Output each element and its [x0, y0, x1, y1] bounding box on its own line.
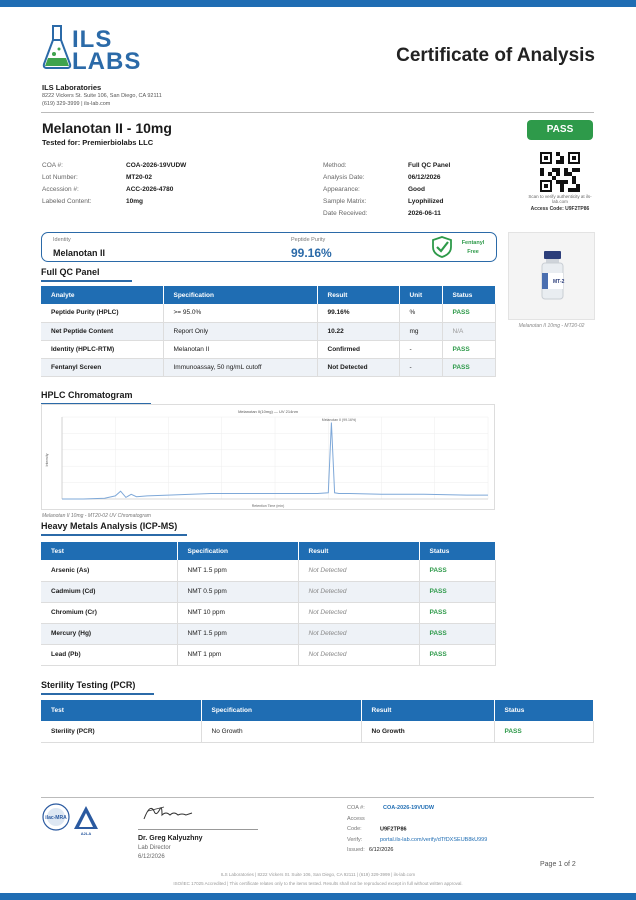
- footer-key: COA #:: [347, 805, 365, 811]
- table-row: [41, 358, 496, 376]
- footer-key: Verify:: [347, 836, 363, 843]
- shield-check-icon: [430, 235, 454, 259]
- signature-date: 6/12/2026: [138, 854, 165, 860]
- header-divider: [41, 112, 594, 113]
- cell-spec: NMT 1.5 ppm: [177, 560, 298, 581]
- chart-peak-label: Melanotan II (99.16%): [321, 418, 357, 422]
- cell-result: Not Detected: [298, 560, 419, 581]
- sterility-table: [41, 700, 594, 743]
- meta-right: [323, 160, 450, 220]
- footer-meta-row: [347, 845, 487, 856]
- column-header: Analyte: [41, 286, 163, 304]
- table-row: [41, 340, 496, 358]
- cell-test: Lead (Pb): [41, 644, 177, 665]
- cell-result: Not Detected: [298, 623, 419, 644]
- overall-status-badge: PASS: [527, 120, 593, 140]
- cell-unit: mg: [399, 322, 442, 340]
- vial-icon: [509, 233, 596, 321]
- identity-summary-box: [41, 232, 497, 262]
- a2la-text: A2LA: [80, 831, 92, 836]
- cell-status: PASS: [419, 623, 496, 644]
- footer-disclaimer: ISO/IEC 17025 Accredited | This certificate relates only to the items tested. Results shall not be reproduced except in full without written approval.: [173, 881, 463, 886]
- qc-panel-title: Full QC Panel: [41, 267, 132, 282]
- column-header: Status: [442, 286, 496, 304]
- signer-role: Lab Director: [138, 845, 171, 851]
- cell-result: No Growth: [361, 721, 494, 742]
- cell-test: Chromium (Cr): [41, 602, 177, 623]
- document-title: Certificate of Analysis: [396, 45, 595, 66]
- footer-meta-row: [347, 835, 487, 846]
- cell-result: 10.22: [317, 322, 399, 340]
- cell-spec: >= 95.0%: [163, 304, 317, 322]
- cell-status: PASS: [442, 358, 496, 376]
- tested-for: Tested for: Premierbiolabs LLC: [42, 138, 154, 147]
- top-accent-bar: [0, 0, 636, 7]
- bottom-accent-bar: [0, 893, 636, 900]
- cell-spec: Report Only: [163, 322, 317, 340]
- fentanyl-line2: Free: [467, 249, 479, 255]
- lab-name: ILS Laboratories: [42, 83, 102, 92]
- meta-row: [42, 196, 186, 208]
- lab-address: 8222 Vickers St. Suite 106, San Diego, CA 92111: [42, 93, 162, 99]
- cell-status: PASS: [419, 644, 496, 665]
- product-vial-image: [508, 232, 595, 320]
- meta-value: ACC-2026-4780: [126, 186, 174, 193]
- cell-result: Not Detected: [317, 358, 399, 376]
- accreditation-logos: [42, 803, 100, 837]
- cell-analyte: Fentanyl Screen: [41, 358, 163, 376]
- fentanyl-line1: Fentanyl: [461, 240, 485, 246]
- meta-value: Good: [408, 186, 425, 193]
- meta-left: [42, 160, 186, 208]
- cell-unit: -: [399, 358, 442, 376]
- table-header-row: [41, 542, 496, 560]
- ilac-mra-text: ilac-MRA: [45, 815, 67, 821]
- meta-row: [42, 160, 186, 172]
- cell-status: PASS: [419, 581, 496, 602]
- cell-unit: %: [399, 304, 442, 322]
- cell-result: Confirmed: [317, 340, 399, 358]
- footer-contact-line: ILS Laboratories | 8222 Vickers St. Suite 106, San Diego, CA 92111 | (619) 329-3999 | ils-lab.com: [220, 872, 416, 877]
- product-title: Melanotan II - 10mg: [42, 120, 172, 136]
- chart-x-label: Retention Time (min): [251, 504, 285, 508]
- cell-result: 99.16%: [317, 304, 399, 322]
- meta-value: 10mg: [126, 198, 143, 205]
- meta-value: MT20-02: [126, 174, 153, 181]
- meta-value: Full QC Panel: [408, 162, 451, 169]
- hplc-chart-svg: [42, 405, 494, 509]
- cell-spec: Immunoassay, 50 ng/mL cutoff: [163, 358, 317, 376]
- chart-title: Melanotan II(10mg) — UV 214nm: [238, 409, 298, 414]
- ilac-mra-logo: [43, 804, 69, 830]
- hplc-caption: Melanotan II 10mg - MT20-02 UV Chromatogram: [42, 513, 151, 519]
- lab-contact: (619) 329-3999 | ils-lab.com: [42, 101, 111, 107]
- signature-image: [140, 801, 198, 825]
- cell-result: Not Detected: [298, 644, 419, 665]
- table-header-row: [41, 286, 496, 304]
- column-header: Unit: [399, 286, 442, 304]
- cell-status: PASS: [494, 721, 594, 742]
- column-header: Test: [41, 700, 201, 721]
- cell-spec: NMT 0.5 ppm: [177, 581, 298, 602]
- qc-panel-table: [41, 286, 496, 377]
- cell-test: Cadmium (Cd): [41, 581, 177, 602]
- cell-unit: -: [399, 340, 442, 358]
- table-row: [41, 581, 496, 602]
- meta-value: 06/12/2026: [408, 174, 441, 181]
- column-header: Status: [494, 700, 594, 721]
- cell-test: Mercury (Hg): [41, 623, 177, 644]
- meta-row: [323, 196, 450, 208]
- identity-label: Identity: [53, 237, 71, 243]
- cell-test: Sterility (PCR): [41, 721, 201, 742]
- column-header: Status: [419, 542, 496, 560]
- chart-y-label: Intensity: [45, 453, 49, 467]
- meta-key: Sample Matrix:: [323, 198, 367, 205]
- logo-text-labs: LABS: [72, 48, 142, 75]
- footer-issued-value: 6/12/2026: [369, 847, 394, 853]
- hplc-title: HPLC Chromatogram: [41, 390, 151, 405]
- heavy-metals-table: [41, 542, 496, 666]
- meta-key: Appearance:: [323, 186, 360, 193]
- meta-row: [323, 208, 450, 220]
- column-header: Specification: [201, 700, 361, 721]
- meta-key: Accession #:: [42, 186, 79, 193]
- column-header: Result: [317, 286, 399, 304]
- qr-access-code: Access Code: U9F2TP86: [530, 206, 590, 212]
- cell-status: N/A: [442, 322, 496, 340]
- qr-caption: Scan to verify authenticity at ils-lab.com: [528, 194, 592, 204]
- cell-status: PASS: [442, 304, 496, 322]
- meta-key: Analysis Date:: [323, 174, 365, 181]
- footer-divider: [41, 797, 594, 798]
- meta-value: 2026-06-11: [408, 210, 441, 217]
- meta-key: COA #:: [42, 162, 63, 169]
- sterility-title: Sterility Testing (PCR): [41, 680, 154, 695]
- verify-link[interactable]: portal.ils-lab.com/verify/dTfDXSEUB8kU999: [380, 836, 488, 843]
- heavy-metals-title: Heavy Metals Analysis (ICP-MS): [41, 521, 187, 536]
- hplc-chart: [41, 404, 495, 510]
- footer-access-value: U9F2TP86: [380, 826, 407, 832]
- table-row: [41, 623, 496, 644]
- column-header: Specification: [163, 286, 317, 304]
- meta-key: Date Received:: [323, 210, 368, 217]
- table-header-row: [41, 700, 594, 721]
- column-header: Result: [298, 542, 419, 560]
- meta-key: Lot Number:: [42, 174, 78, 181]
- footer-meta: [347, 803, 487, 856]
- signature-line: [138, 829, 258, 830]
- table-row: [41, 644, 496, 665]
- table-row: [41, 721, 594, 742]
- meta-row: [42, 184, 186, 196]
- cell-status: PASS: [419, 602, 496, 623]
- cell-status: PASS: [442, 340, 496, 358]
- cell-analyte: Peptide Purity (HPLC): [41, 304, 163, 322]
- cell-analyte: Net Peptide Content: [41, 322, 163, 340]
- meta-row: [323, 184, 450, 196]
- cell-status: PASS: [419, 560, 496, 581]
- footer-meta-row: [347, 803, 487, 814]
- cell-spec: NMT 10 ppm: [177, 602, 298, 623]
- meta-value: Lyophilized: [408, 198, 444, 205]
- column-header: Specification: [177, 542, 298, 560]
- meta-row: [42, 172, 186, 184]
- cell-analyte: Identity (HPLC-RTM): [41, 340, 163, 358]
- flask-icon: [42, 24, 72, 70]
- vial-caption: Melanotan II 10mg - MT20-02: [518, 323, 585, 329]
- meta-row: [323, 172, 450, 184]
- cell-spec: Melanotan II: [163, 340, 317, 358]
- ils-labs-logo: [42, 24, 142, 75]
- fentanyl-free-label: [456, 239, 490, 257]
- meta-key: Labeled Content:: [42, 198, 92, 205]
- footer-key: Access Code:: [347, 815, 365, 832]
- table-row: [41, 560, 496, 581]
- a2la-logo: [74, 806, 98, 836]
- purity-value: 99.16%: [291, 246, 332, 260]
- cell-result: Not Detected: [298, 581, 419, 602]
- vial-label: MT-2: [553, 279, 565, 285]
- cell-spec: No Growth: [201, 721, 361, 742]
- footer-coa-value: COA-2026-19VUDW: [383, 805, 435, 811]
- cell-result: Not Detected: [298, 602, 419, 623]
- identity-value: Melanotan II: [53, 248, 106, 258]
- page-number: Page 1 of 2: [540, 861, 576, 868]
- footer-meta-row: [347, 814, 487, 835]
- signer-name: Dr. Greg Kalyuzhny: [138, 835, 203, 842]
- footer-key: Issued:: [347, 847, 365, 853]
- table-row: [41, 602, 496, 623]
- logo-text-ils: ILS: [72, 26, 113, 53]
- table-row: [41, 304, 496, 322]
- qr-code-icon[interactable]: [540, 152, 580, 192]
- column-header: Test: [41, 542, 177, 560]
- meta-row: [323, 160, 450, 172]
- table-row: [41, 322, 496, 340]
- cell-test: Arsenic (As): [41, 560, 177, 581]
- cell-spec: NMT 1 ppm: [177, 644, 298, 665]
- cell-spec: NMT 1.5 ppm: [177, 623, 298, 644]
- purity-label: Peptide Purity: [291, 237, 326, 243]
- meta-key: Method:: [323, 162, 347, 169]
- meta-value: COA-2026-19VUDW: [126, 162, 187, 169]
- column-header: Result: [361, 700, 494, 721]
